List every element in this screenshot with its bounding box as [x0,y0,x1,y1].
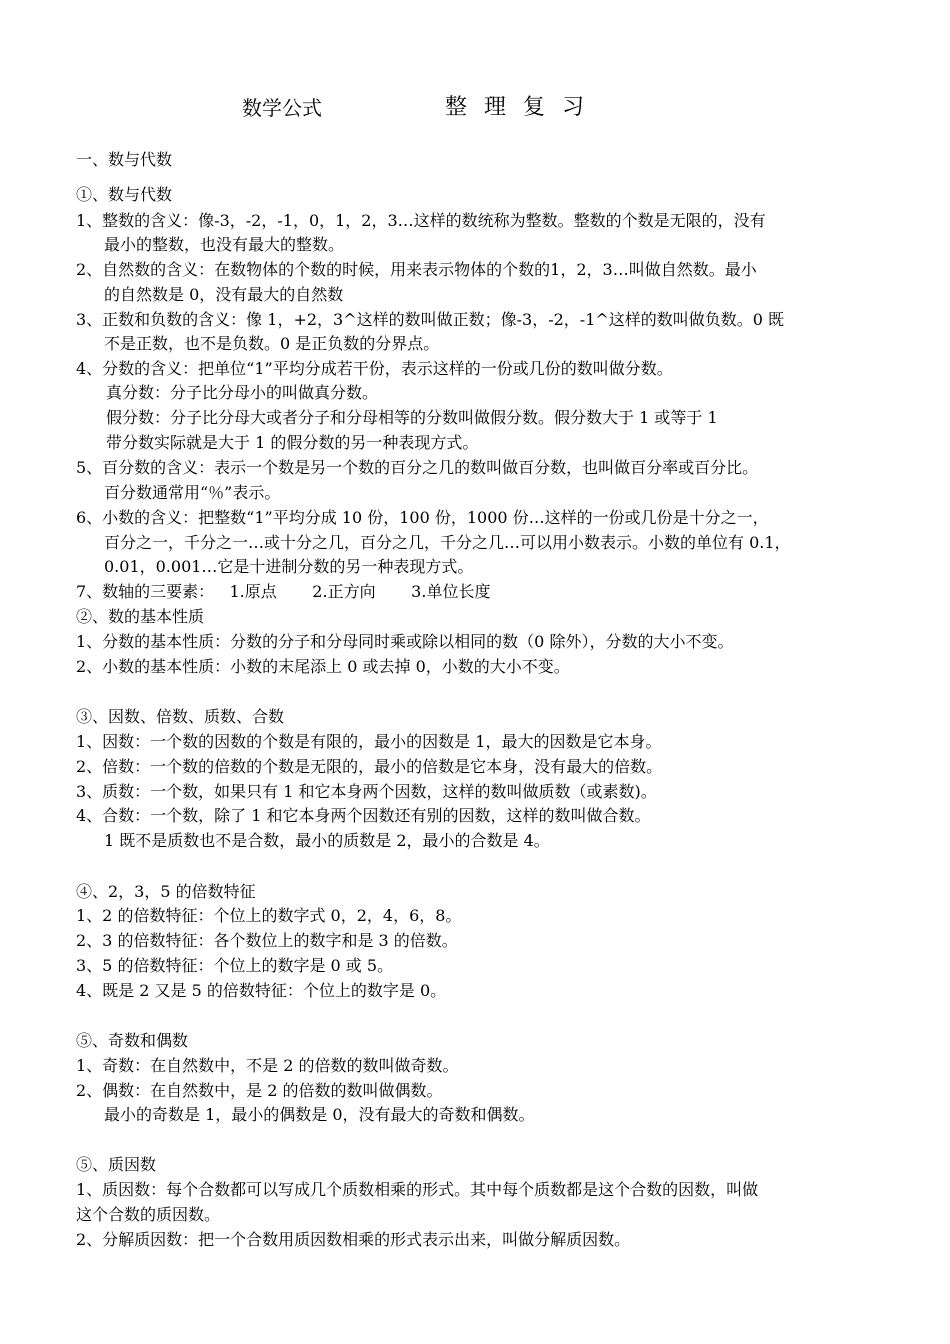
paragraph-line: 这个合数的质因数。 [76,1205,221,1224]
subsection-heading: ⑤、质因数 [76,1155,157,1174]
paragraph-line: 2、小数的基本性质：小数的末尾添上 0 或去掉 0，小数的大小不变。 [76,657,570,676]
paragraph-line: 百分之一，千分之一…或十分之几，百分之几，千分之几…可以用小数表示。小数的单位有 0.1， [104,533,791,552]
paragraph-line: 1 既不是质数也不是合数，最小的质数是 2，最小的合数是 4。 [104,831,550,850]
paragraph-line: 7、数轴的三要素： 1.原点 2.正方向 3.单位长度 [76,582,491,601]
paragraph-line: 4、分数的含义：把单位“1”平均分成若干份，表示这样的一份或几份的数叫做分数。 [76,359,673,378]
paragraph-line: 2、偶数：在自然数中，是 2 的倍数的数叫做偶数。 [76,1081,443,1100]
paragraph-line: 百分数通常用“％”表示。 [104,483,281,502]
title-right: 整理复习 [445,95,602,120]
paragraph-line: 2、3 的倍数特征：各个数位上的数字和是 3 的倍数。 [76,931,458,950]
paragraph-line: 2、倍数：一个数的倍数的个数是无限的，最小的倍数是它本身，没有最大的倍数。 [76,757,663,776]
paragraph-line: 1、奇数：在自然数中，不是 2 的倍数的数叫做奇数。 [76,1056,459,1075]
section-heading: 一、数与代数 [76,150,173,169]
paragraph-line: 5、百分数的含义：表示一个数是另一个数的百分之几的数叫做百分数，也叫做百分率或百分比。 [76,458,759,477]
subsection-heading: ④、2，3，5 的倍数特征 [76,882,256,901]
paragraph-line: 真分数：分子比分母小的叫做真分数。 [106,383,379,402]
paragraph-line: 1、2 的倍数特征：个位上的数字式 0，2，4，6，8。 [76,906,462,925]
paragraph-line: 4、合数：一个数，除了 1 和它本身两个因数还有别的因数，这样的数叫做合数。 [76,806,651,825]
paragraph-line: 带分数实际就是大于 1 的假分数的另一种表现方式。 [106,433,479,452]
paragraph-line: 最小的奇数是 1，最小的偶数是 0，没有最大的奇数和偶数。 [104,1105,535,1124]
paragraph-line: 1、分数的基本性质：分数的分子和分母同时乘或除以相同的数（0 除外），分数的大小不变。 [76,632,734,651]
title-left: 数学公式 [242,96,322,120]
paragraph-line: 1、质因数：每个合数都可以写成几个质数相乘的形式。其中每个质数都是这个合数的因数，叫做 [76,1180,759,1199]
paragraph-line: 4、既是 2 又是 5 的倍数特征：个位上的数字是 0。 [76,981,447,1000]
paragraph-line: 1、整数的含义：像-3，-2，-1，0，1，2，3…这样的数统称为整数。整数的个数是无限的，没有 [76,211,766,230]
paragraph-line: 2、自然数的含义：在数物体的个数的时候，用来表示物体的个数的1，2，3…叫做自然数。最小 [76,260,757,279]
paragraph-line: 假分数：分子比分母大或者分子和分母相等的分数叫做假分数。假分数大于 1 或等于 1 [106,408,718,427]
paragraph-line: 最小的整数，也没有最大的整数。 [104,235,345,254]
paragraph-line: 3、质数：一个数，如果只有 1 和它本身两个因数，这样的数叫做质数（或素数)。 [76,782,657,801]
subsection-heading: ②、数的基本性质 [76,607,205,626]
page-title [0,92,950,122]
paragraph-line: 6、小数的含义：把整数“1”平均分成 10 份，100 份，1000 份…这样的一份或几份是十分之一， [76,508,769,527]
paragraph-line: 1、因数：一个数的因数的个数是有限的，最小的因数是 1，最大的因数是它本身。 [76,732,662,751]
paragraph-line: 3、正数和负数的含义：像 1，+2，3^这样的数叫做正数；像-3，-2，-1^这样的数叫做负数。0 既 [76,310,785,329]
paragraph-line: 0.01，0.001…它是十进制分数的另一种表现方式。 [104,557,474,576]
paragraph-line: 的自然数是 0，没有最大的自然数 [104,285,344,304]
subsection-heading: ③、因数、倍数、质数、合数 [76,707,285,726]
subsection-heading: ①、数与代数 [76,185,173,204]
paragraph-line: 2、分解质因数：把一个合数用质因数相乘的形式表示出来，叫做分解质因数。 [76,1230,631,1249]
paragraph-line: 3、5 的倍数特征：个位上的数字是 0 或 5。 [76,956,394,975]
subsection-heading: ⑤、奇数和偶数 [76,1031,189,1050]
paragraph-line: 不是正数，也不是负数。0 是正负数的分界点。 [104,334,440,353]
